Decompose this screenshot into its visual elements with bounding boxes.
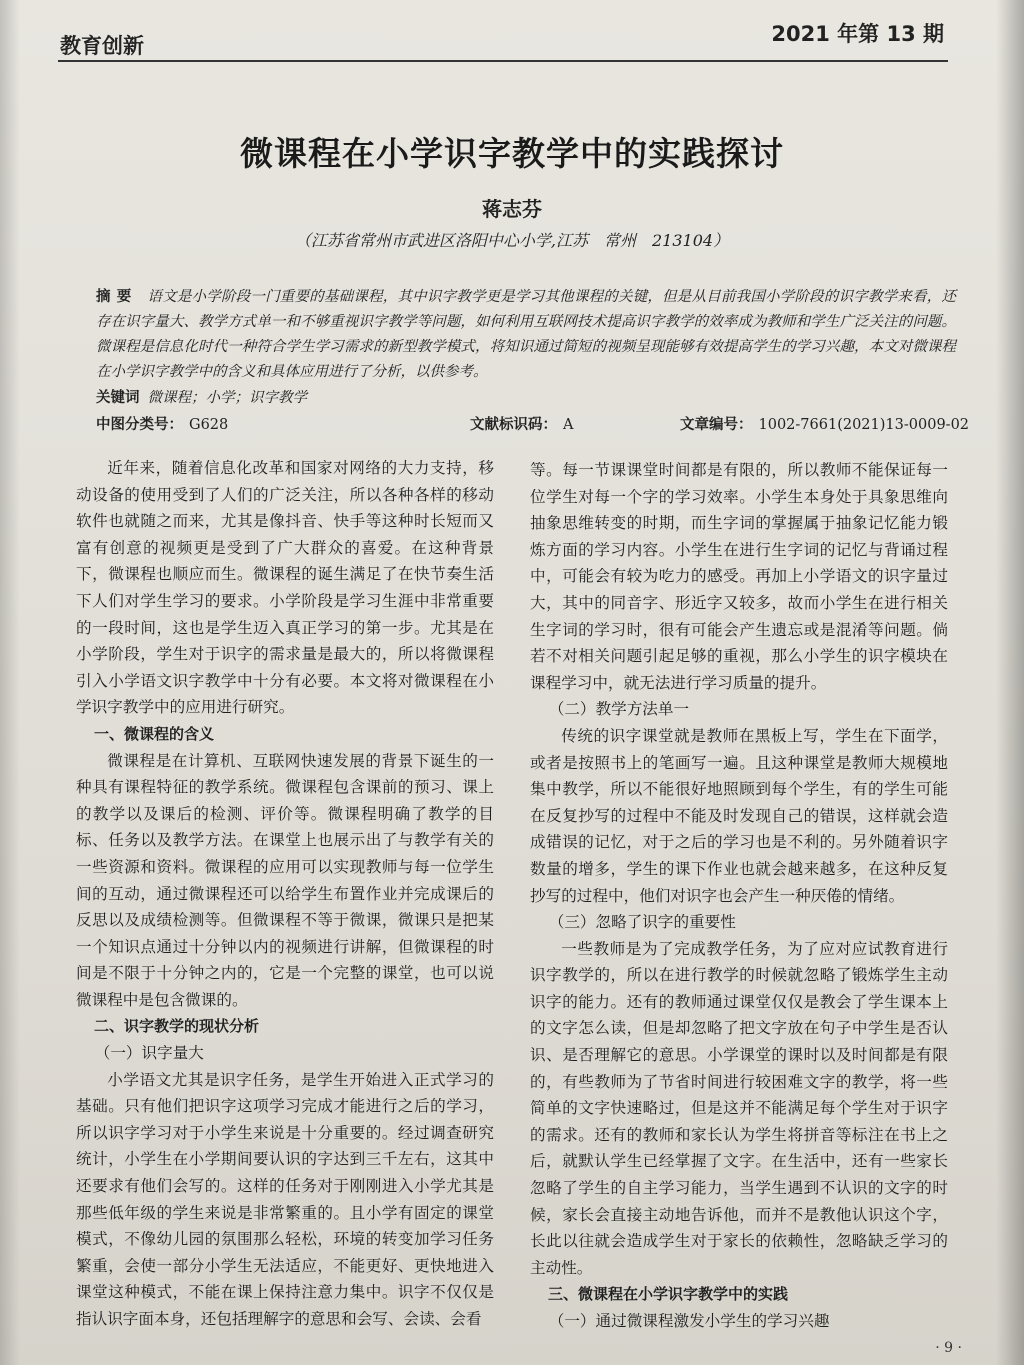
subsection-heading: （一）识字量大 [94, 1044, 204, 1063]
abstract [96, 285, 956, 385]
section-heading: 三、微课程在小学识字教学中的实践 [548, 1285, 789, 1304]
clc-value: G628 [189, 417, 229, 433]
article-number [680, 413, 969, 434]
body-column-right [530, 457, 948, 1335]
paragraph: 小学语文尤其是识字任务，是学生开始进入正式学习的基础。只有他们把识字这项学习完成才能进行之后的学习，所以识字学习对于小学生来说是十分重要的。经过调查研究统计，小学生在小学期间要认识的字达到三千左右，这其中还要求有他们会写的。这样的任务对于刚刚进入小学尤其是那些低年级的学生来说是非常繁重的。且小学有固定的课堂模式，不像幼儿园的氛围那么轻松，环境的转变加学习任务繁重，会使一部分小学生无法适应，不能更好、更快地进入课堂这种模式，不能在课上保持注意力集中。识字不仅仅是指认识字面本身，还包括理解字的意思和会写、会读、会看 [76, 1070, 494, 1328]
keywords [96, 386, 956, 407]
article-no-value: 1002-7661(2021)13-0009-02 [758, 417, 970, 433]
body-column-left [76, 455, 494, 1333]
abstract-text: 语文是小学阶段一门重要的基础课程，其中识字教学更是学习其他课程的关键，但是从目前我国小学阶段的识字教学来看，还存在识字量大、教学方式单一和不够重视识字教学等问题，如何利用互联网技术提高识字教学的效率成为教师和学生广泛关注的问题。微课程是信息化时代一种符合学生学习需求的新型教学模式，将知识通过简短的视频呈现能够有效提高学生的学习兴趣，本文对微课程在小学识字教学中的含义和具体应用进行了分析，以供参考。 [96, 289, 957, 380]
keywords-label: 关键词 [96, 390, 140, 406]
issue-label: 2021 年第 13 期 [771, 22, 944, 46]
doc-code-value: A [563, 417, 574, 433]
paragraph: 微课程是在计算机、互联网快速发展的背景下诞生的一种具有课程特征的教学系统。微课程包含课前的预习、课上的教学以及课后的检测、评价等。微课程明确了教学的目标、任务以及教学方法。在课堂上也展示出了与教学有关的一些资源和资料。微课程的应用可以实现教师与每一位学生间的互动，通过微课程还可以给学生布置作业并完成课后的反思以及成绩检测等。但微课程不等于微课，微课只是把某一个知识点通过十分钟以内的视频进行讲解，但微课程的时间是不限于十分钟之内的，它是一个完整的课堂，也可以说微课程中是包含微课的。 [76, 751, 494, 1009]
author-affiliation: （江苏省常州市武进区洛阳中心小学,江苏 常州 213104） [294, 231, 730, 250]
subsection-heading: （三）忽略了识字的重要性 [548, 913, 736, 932]
article-author: 蒋志芬 [482, 197, 542, 221]
page-number: · 9 · [935, 1340, 962, 1356]
subsection-heading: （一）通过微课程激发小学生的学习兴趣 [548, 1312, 830, 1330]
keywords-text: 微课程；小学；识字教学 [147, 390, 307, 406]
paragraph: 近年来，随着信息化改革和国家对网络的大力支持，移动设备的使用受到了人们的广泛关注，所以各种各样的移动软件也就随之而来，尤其是像抖音、快手等这种时长短而又富有创意的视频更是受到了广大群众的喜爱。在这种背景下，微课程也顺应而生。微课程的诞生满足了在快节奏生活下人们对学生学习的要求。小学阶段是学习生涯中非常重要的一段时间，这也是学生迈入真正学习的第一步。尤其是在小学阶段，学生对于识字的需求量是最大的，所以将微课程引入小学语文识字教学中十分有必要。本文将对微课程在小学识字教学中的应用进行研究。 [76, 459, 494, 717]
header-rule [58, 60, 948, 62]
paragraph: 等。每一节课课堂时间都是有限的，所以教师不能保证每一位学生对每一个字的学习效率。小学生本身处于具象思维向抽象思维转变的时期，而生字词的掌握属于抽象记忆能力锻炼方面的学习内容。小学生在进行生字词的记忆与背诵过程中，可能会有较为吃力的感受。再加上小学语文的识字量过大，其中的同音字、形近字又较多，故而小学生在进行相关生字词的学习时，很有可能会产生遗忘或是混淆等问题。倘若不对相关问题引起足够的重视，那么小学生的识字模块在课程学习中，就无法进行学习质量的提升。 [530, 461, 948, 692]
article-title: 微课程在小学识字教学中的实践探讨 [240, 134, 784, 173]
doc-code-label: 文献标识码： [470, 417, 557, 433]
paragraph: 传统的识字课堂就是教师在黑板上写，学生在下面学，或者是按照书上的笔画写一遍。且这种课堂是教师大规模地集中教学，所以不能很好地照顾到每个学生，有的学生可能在反复抄写的过程中不能及时发现自己的错误，这样就会造成错误的记忆，对于之后的学习也是不利的。另外随着识字数量的增多，学生的课下作业也就会越来越多，在这种反复抄写的过程中，他们对识字也会产生一种厌倦的情绪。 [530, 726, 948, 905]
journal-name: 教育创新 [60, 34, 144, 58]
classification-info [96, 413, 970, 435]
clc-number [96, 413, 228, 434]
subsection-heading: （二）教学方法单一 [548, 700, 690, 719]
section-heading: 二、识字教学的现状分析 [94, 1017, 260, 1036]
article-no-label: 文章编号： [680, 417, 753, 433]
paragraph: 一些教师是为了完成教学任务，为了应对应试教育进行识字教学的，所以在进行教学的时候就忽略了锻炼学生主动识字的能力。还有的教师通过课堂仅仅是教会了学生课本上的文字怎么读，但是却忽略了把文字放在句子中学生是否认识、是否理解它的意思。小学课堂的课时以及时间都是有限的，有些教师为了节省时间进行较困难文字的教学，将一些简单的文字快速略过，但是这并不能满足每个学生对于识字的需求。还有的教师和家长认为学生将拼音等标注在书上之后，就默认学生已经掌握了文字。在生活中，还有一些家长忽略了学生的自主学习能力，当学生遇到不认识的文字的时候，家长会直接主动地告诉他，而并不是教他认识这个字，长此以往就会造成学生对于家长的依赖性，忽略缺乏学习的主动性。 [530, 939, 948, 1277]
abstract-label: 摘要 [96, 289, 138, 305]
clc-label: 中图分类号： [96, 417, 183, 433]
document-code [470, 413, 573, 434]
section-heading: 一、微课程的含义 [94, 724, 215, 743]
